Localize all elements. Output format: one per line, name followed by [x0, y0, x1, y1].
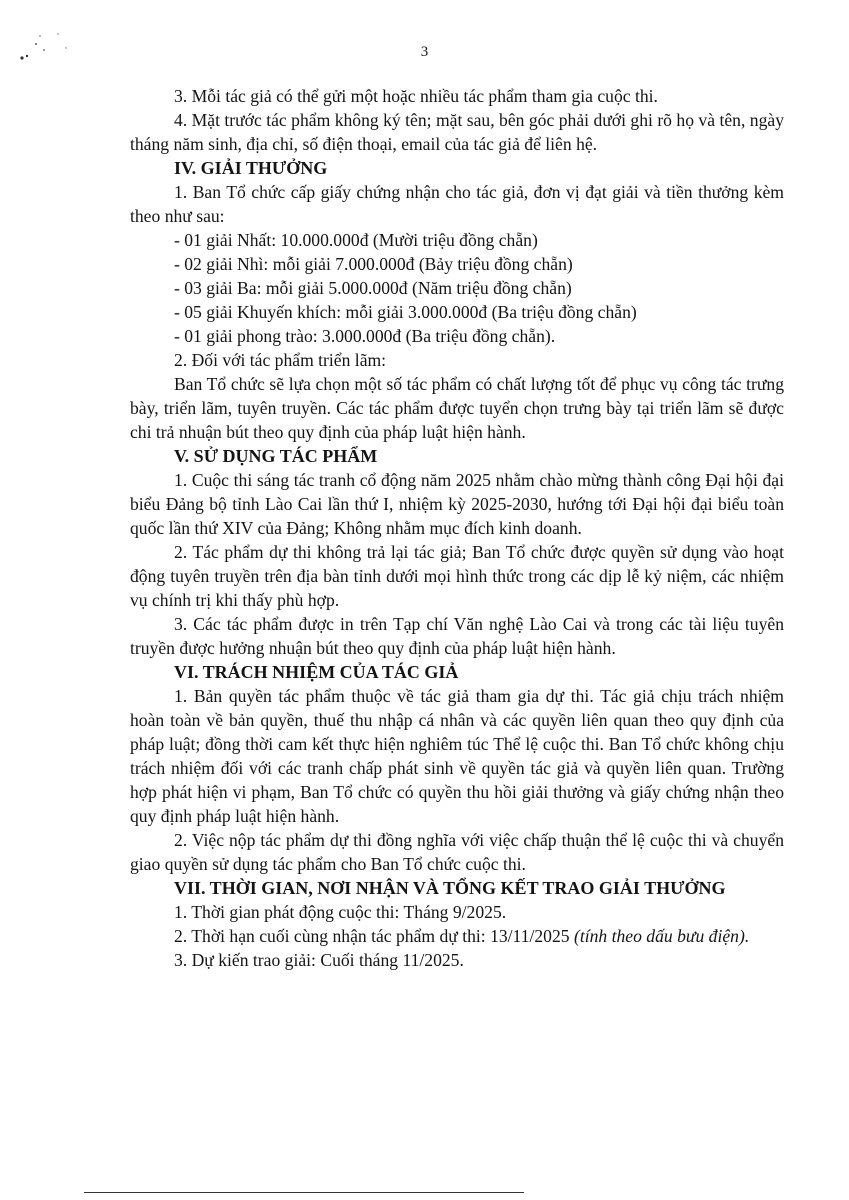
section-vii-item-2 — [130, 924, 784, 948]
section-v-item-3: 3. Các tác phẩm được in trên Tạp chí Văn nghệ Lào Cai và trong các tài liệu tuyên truyền được hưởng nhuận bút theo quy định của pháp luật hiện hành. — [130, 614, 784, 658]
section-vii-item-1: 1. Thời gian phát động cuộc thi: Tháng 9/2025. — [174, 902, 507, 922]
prize-line: - 03 giải Ba: mỗi giải 5.000.000đ (Năm triệu đồng chẵn) — [174, 278, 572, 298]
section-v-heading: V. SỬ DỤNG TÁC PHẨM — [174, 446, 378, 466]
section-v-item-2: 2. Tác phẩm dự thi không trả lại tác giả; Ban Tổ chức được quyền sử dụng vào hoạt động tuyên truyền trên địa bàn tỉnh dưới mọi hình thức trong các dịp lễ kỷ niệm, các nhiệm vụ chính trị khi thấy phù hợp. — [130, 542, 784, 610]
section-vi-item-1: 1. Bản quyền tác phẩm thuộc về tác giả tham gia dự thi. Tác giả chịu trách nhiệm hoàn toàn về bản quyền, thuế thu nhập cá nhân và các quyền liên quan theo quy định của pháp luật; đồng thời cam kết thực hiện nghiêm túc Thể lệ cuộc thi. Ban Tổ chức không chịu trách nhiệm đối với các tranh chấp phát sinh về quyền tác giả và quyền liên quan. Trường hợp phát hiện vi phạm, Ban Tổ chức có quyền thu hồi giải thưởng và giấy chứng nhận theo quy định pháp luật hiện hành. — [130, 686, 784, 826]
section-vii-item-3: 3. Dự kiến trao giải: Cuối tháng 11/2025. — [174, 950, 464, 970]
footer-divider — [84, 1192, 524, 1193]
prize-line: - 01 giải Nhất: 10.000.000đ (Mười triệu đồng chẵn) — [174, 230, 538, 250]
page-number: 3 — [420, 44, 429, 60]
prize-line: - 05 giải Khuyến khích: mỗi giải 3.000.000đ (Ba triệu đồng chẵn) — [174, 302, 637, 322]
prize-line: - 01 giải phong trào: 3.000.000đ (Ba triệu đồng chẵn). — [174, 326, 556, 346]
section-vi-item-2: 2. Việc nộp tác phẩm dự thi đồng nghĩa với việc chấp thuận thể lệ cuộc thi và chuyển giao quyền sử dụng tác phẩm cho Ban Tổ chức cuộc thi. — [130, 830, 784, 874]
deadline-text: 2. Thời hạn cuối cùng nhận tác phẩm dự thi: 13/11/2025 — [174, 926, 574, 946]
paragraph-item-4: 4. Mặt trước tác phẩm không ký tên; mặt sau, bên góc phải dưới ghi rõ họ và tên, ngày tháng năm sinh, địa chỉ, số điện thoại, email của tác giả để liên hệ. — [130, 110, 784, 154]
paragraph-item-3: 3. Mỗi tác giả có thể gửi một hoặc nhiều tác phẩm tham gia cuộc thi. — [174, 86, 658, 106]
prize-line: - 02 giải Nhì: mỗi giải 7.000.000đ (Bảy triệu đồng chẵn) — [174, 254, 573, 274]
section-vi-heading: VI. TRÁCH NHIỆM CỦA TÁC GIẢ — [174, 662, 459, 682]
postmark-note: (tính theo dấu bưu điện). — [573, 926, 750, 946]
section-iv-item-1: 1. Ban Tổ chức cấp giấy chứng nhận cho tác giả, đơn vị đạt giải và tiền thưởng kèm theo như sau: — [130, 182, 784, 226]
document-body — [130, 84, 784, 972]
section-iv-item-2-body: Ban Tổ chức sẽ lựa chọn một số tác phẩm có chất lượng tốt để phục vụ công tác trưng bày, triển lãm, tuyên truyền. Các tác phẩm được tuyển chọn trưng bày tại triển lãm sẽ được chi trả nhuận bút theo quy định của pháp luật hiện hành. — [130, 374, 784, 442]
section-vii-heading: VII. THỜI GIAN, NƠI NHẬN VÀ TỔNG KẾT TRAO GIẢI THƯỞNG — [174, 878, 726, 898]
section-iv-heading: IV. GIẢI THƯỞNG — [174, 158, 328, 178]
section-iv-item-2: 2. Đối với tác phẩm triển lãm: — [174, 350, 387, 370]
section-v-item-1: 1. Cuộc thi sáng tác tranh cổ động năm 2025 nhằm chào mừng thành công Đại hội đại biểu Đảng bộ tỉnh Lào Cai lần thứ I, nhiệm kỳ 2025-2030, hướng tới Đại hội đại biểu toàn quốc lần thứ XIV của Đảng; Không nhằm mục đích kinh doanh. — [130, 470, 784, 538]
